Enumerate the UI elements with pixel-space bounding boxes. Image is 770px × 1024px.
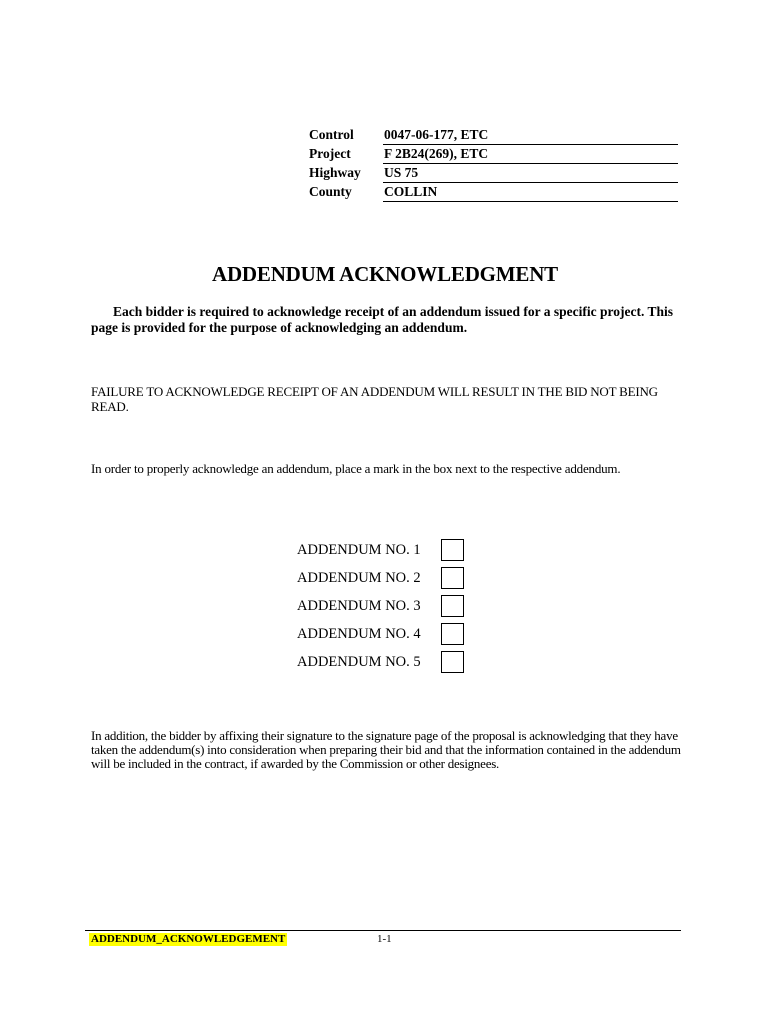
addendum-row-1 bbox=[297, 536, 464, 564]
page-title: ADDENDUM ACKNOWLEDGMENT bbox=[212, 262, 558, 286]
control-value: 0047-06-177, ETC bbox=[383, 126, 678, 145]
addendum-label: ADDENDUM NO. 4 bbox=[297, 626, 421, 642]
intro-text: Each bidder is required to acknowledge receipt of an addendum issued for a specific project. This page is provided for the purpose of acknowledging an addendum. bbox=[91, 304, 674, 335]
control-label: Control bbox=[309, 127, 354, 142]
addendum-row-4 bbox=[297, 620, 464, 648]
project-value: F 2B24(269), ETC bbox=[383, 145, 678, 164]
highway-value: US 75 bbox=[383, 164, 678, 183]
addendum-4-checkbox[interactable] bbox=[441, 623, 464, 645]
project-label: Project bbox=[309, 146, 351, 161]
highway-row bbox=[309, 164, 678, 183]
county-value: COLLIN bbox=[383, 183, 678, 202]
failure-notice: FAILURE TO ACKNOWLEDGE RECEIPT OF AN ADDENDUM WILL RESULT IN THE BID NOT BEING READ. bbox=[91, 384, 658, 414]
addendum-1-checkbox[interactable] bbox=[441, 539, 464, 561]
addendum-label: ADDENDUM NO. 2 bbox=[297, 570, 421, 586]
closing-paragraph: In addition, the bidder by affixing their signature to the signature page of the proposal is acknowledging that they have taken the addendum(s) into consideration when preparing their bid and that the information contained in the addendum will be included in the contract, if awarded by the Commission or other designees. bbox=[91, 728, 681, 771]
addendum-list bbox=[297, 536, 464, 676]
control-row bbox=[309, 126, 678, 145]
instruction-text: In order to properly acknowledge an addendum, place a mark in the box next to the respective addendum. bbox=[91, 461, 621, 476]
addendum-3-checkbox[interactable] bbox=[441, 595, 464, 617]
county-label: County bbox=[309, 184, 352, 199]
intro-paragraph bbox=[91, 304, 681, 336]
project-info-table bbox=[309, 126, 678, 202]
addendum-label: ADDENDUM NO. 5 bbox=[297, 654, 421, 670]
addendum-label: ADDENDUM NO. 1 bbox=[297, 542, 421, 558]
footer-divider bbox=[85, 930, 681, 931]
addendum-row-2 bbox=[297, 564, 464, 592]
county-row bbox=[309, 183, 678, 202]
project-row bbox=[309, 145, 678, 164]
footer-page-number: 1-1 bbox=[377, 933, 392, 945]
addendum-row-3 bbox=[297, 592, 464, 620]
addendum-label: ADDENDUM NO. 3 bbox=[297, 598, 421, 614]
addendum-row-5 bbox=[297, 648, 464, 676]
addendum-5-checkbox[interactable] bbox=[441, 651, 464, 673]
highway-label: Highway bbox=[309, 165, 361, 180]
addendum-2-checkbox[interactable] bbox=[441, 567, 464, 589]
footer-section-name: ADDENDUM_ACKNOWLEDGEMENT bbox=[91, 933, 286, 945]
